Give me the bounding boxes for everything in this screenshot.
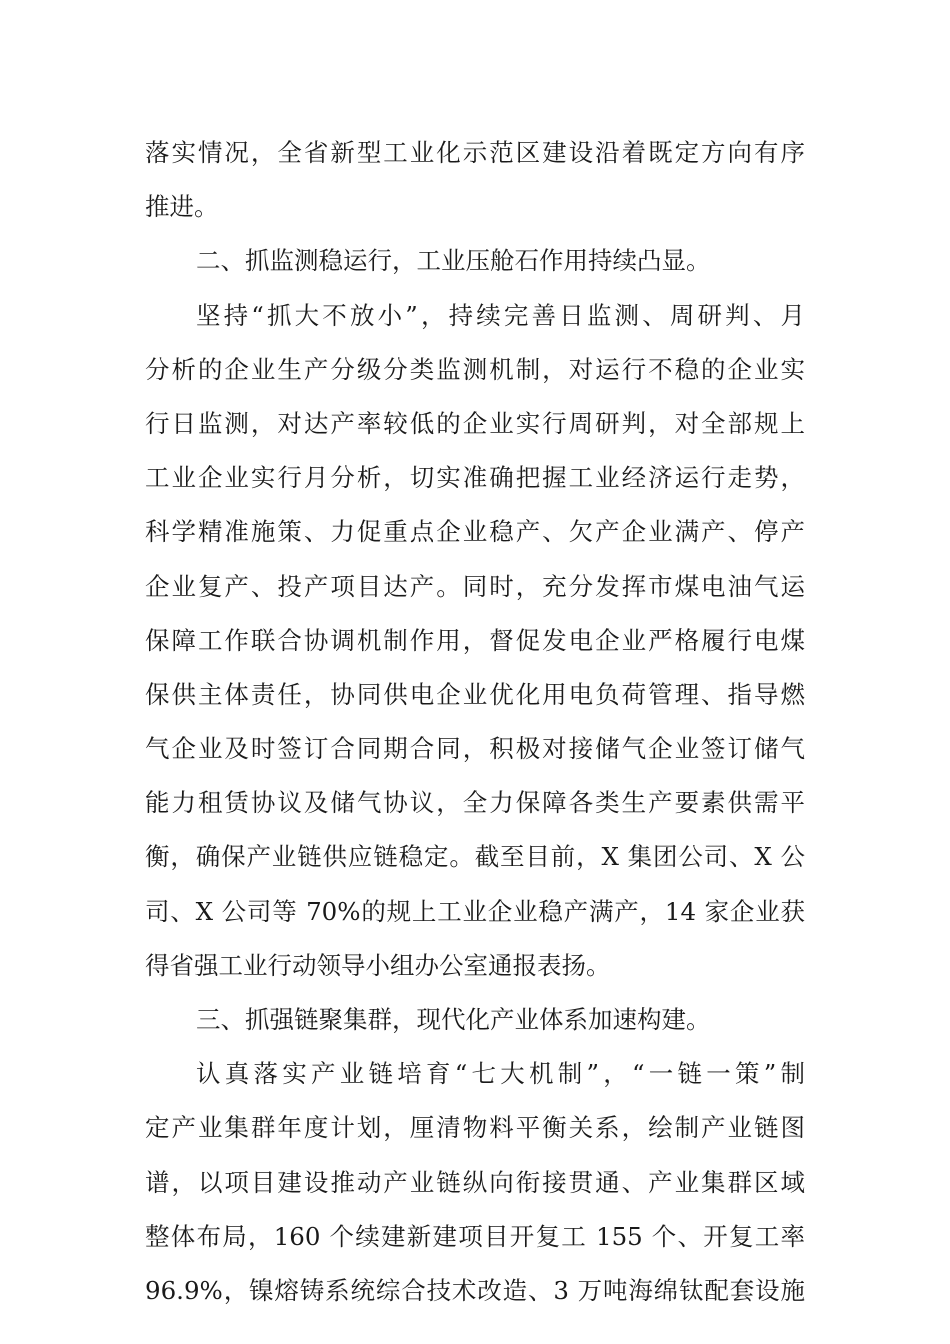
text-line: 落实情况，全省新型工业化示范区建设沿着既定方向有序 bbox=[145, 138, 805, 167]
text-line: 整体布局，160 个续建新建项目开复工 155 个、开复工率 bbox=[145, 1221, 805, 1251]
text-line: 保障工作联合协调机制作用，督促发电企业严格履行电煤 bbox=[145, 625, 805, 655]
text-line: 行日监测，对达产率较低的企业实行周研判，对全部规上 bbox=[145, 408, 805, 438]
text-line: 企业复产、投产项目达产。同时，充分发挥市煤电油气运 bbox=[145, 571, 805, 601]
text-line: 保供主体责任，协同供电企业优化用电负荷管理、指导燃 bbox=[145, 679, 805, 709]
section-heading: 三、抓强链聚集群，现代化产业体系加速构建。 bbox=[196, 1005, 711, 1034]
text-line: 96.9%，镍熔铸系统综合技术改造、3 万吨海绵钛配套设施 bbox=[145, 1275, 805, 1305]
section-heading: 二、抓监测稳运行，工业压舱石作用持续凸显。 bbox=[196, 246, 711, 276]
text-line: 科学精准施策、力促重点企业稳产、欠产企业满产、停产 bbox=[145, 517, 805, 547]
text-line: 气企业及时签订合同期合同，积极对接储气企业签订储气 bbox=[145, 734, 805, 764]
text-line: 分析的企业生产分级分类监测机制，对运行不稳的企业实 bbox=[145, 354, 805, 384]
text-line: 工业企业实行月分析，切实准确把握工业经济运行走势， bbox=[145, 463, 805, 493]
body-text bbox=[145, 126, 805, 1318]
text-line: 推进。 bbox=[145, 192, 219, 222]
text-line: 谱，以项目建设推动产业链纵向衔接贯通、产业集群区域 bbox=[145, 1167, 805, 1197]
text-line: 坚持“抓大不放小”，持续完善日监测、周研判、月 bbox=[196, 300, 805, 330]
text-line: 得省强工业行动领导小组办公室通报表扬。 bbox=[145, 950, 611, 980]
text-line: 能力租赁协议及储气协议，全力保障各类生产要素供需平 bbox=[145, 788, 805, 818]
text-line: 定产业集群年度计划，厘清物料平衡关系，绘制产业链图 bbox=[145, 1113, 805, 1143]
text-line: 衡，确保产业链供应链稳定。截至目前，X 集团公司、X 公 bbox=[145, 842, 805, 872]
text-line: 司、X 公司等 70%的规上工业企业稳产满产，14 家企业获 bbox=[145, 896, 805, 926]
text-line: 认真落实产业链培育“七大机制”，“一链一策”制 bbox=[196, 1059, 805, 1089]
